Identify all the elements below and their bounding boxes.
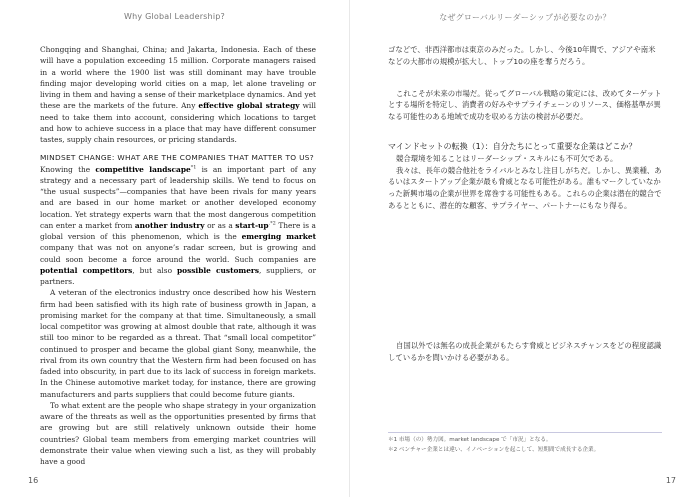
text-run: will need to take them into account, considering which locations to target and how to achieve success in a place that may have different consumer tastes, supply chain resources, or pricing standards. bbox=[40, 101, 316, 144]
running-head: なぜグローバルリーダーシップが必要なのか？ bbox=[439, 13, 611, 22]
paragraph-strategy-question: To what extent are the people who shape strategy in your organization aware of the threats as well as the opportunities presented by firms that are growing but are still relatively unknown outside their home countries? Global team members from emerging market countries will demonstrate their value when viewing such a list, as they will probably have a good bbox=[40, 400, 316, 466]
section-heading: MINDSET CHANGE: WHAT ARE THE COMPANIES THAT MATTER TO US? bbox=[40, 153, 314, 163]
section-heading: マインドセットの転換（1）：自分たちにとって重要な企業はどこか？ bbox=[388, 141, 637, 151]
text-run: is an important part of any strategy and a necessary part of leadership skills. We tend to focus on “the usual suspects”—companies that have been rivals for many years and are based in our home market or another developed economy location. Yet strategy experts warn that the most dangerous competition can enter a market from bbox=[40, 164, 317, 230]
right-page bbox=[350, 0, 700, 497]
text-run: company that was not on anyone’s radar screen, but is growing and could soon become a force around the world. Such companies are bbox=[40, 243, 316, 264]
page-number: 17 bbox=[665, 476, 676, 485]
japanese-text bbox=[388, 44, 662, 363]
key-term: effective global strategy bbox=[198, 101, 300, 111]
key-term: start-up bbox=[235, 220, 269, 230]
key-term: another industry bbox=[134, 220, 205, 230]
intro-paragraph: ゴなどで、非西洋都市は東京のみだった。しかし、今後10年間で、アジアや南米などの大都市の規模が拡大し、トップ10の座を奪うだろう。 bbox=[388, 45, 656, 66]
page-number: 16 bbox=[28, 476, 39, 485]
footnote-marker: .*2 bbox=[268, 220, 276, 227]
paragraph-awareness: 自国以外では無名の成長企業がもたらす脅威とビジネスチャンスをどの程度認識しているかを問いかける必要がある。 bbox=[388, 340, 662, 362]
english-text bbox=[40, 44, 316, 467]
intro-paragraph bbox=[40, 44, 316, 145]
text-run: or as a bbox=[204, 220, 236, 230]
paragraph-strategy: これこそが未来の市場だ。従ってグローバル戦略の策定には、改めてターゲットとする場所を特定し、消費者の好みやサプライチェーンのリソース、価格基準が異なる可能性のある地域で成功を収める方法の検討が必要だ。 bbox=[388, 88, 662, 122]
footnotes bbox=[388, 432, 662, 455]
text-run: There is a global version of this phenomenon, which is the bbox=[40, 220, 316, 241]
key-term: competitive landscape bbox=[95, 164, 191, 174]
left-page bbox=[0, 0, 349, 497]
paragraph-competitive-landscape bbox=[40, 164, 316, 288]
text-run: , but also bbox=[132, 265, 177, 275]
text-run: Knowing the bbox=[40, 164, 96, 174]
key-term: possible customers bbox=[176, 265, 259, 275]
text-run: Chongqing and Shanghai, China; and Jakarta, Indonesia. Each of these will have a population exceeding 15 million. Corporate managers raised in a world where the 1900 list was still dominant may have trouble finding major developing world cities on a map, let alone traveling or living in them and having a sense of their marketplace dynamics. And yet these are the markets of the future. Any bbox=[40, 45, 316, 111]
key-term: emerging market bbox=[241, 232, 316, 241]
running-head: Why Global Leadership? bbox=[124, 12, 225, 21]
paragraph-electronics-veteran: A veteran of the electronics industry once described how his Western firm had been satisfied with its high rate of business growth in Japan, a promising market for the company at that time. Simultaneously, a small local competitor was growing at almost double that rate, although it was still too minor to be regarded as a threat. That “small local competitor” continued to prosper and became the global giant Sony, meanwhile, the rival from its own country that the Western firm had been focused on has faded into obscurity, in part due to its lack of success in foreign markets. In the Chinese automotive market today, for instance, there are growing manufacturers and parts suppliers that could become future giants. bbox=[40, 288, 316, 399]
text-run: , suppliers, or partners. bbox=[40, 265, 317, 286]
paragraph-competitive-environment: 競合環境を知ることはリーダーシップ・スキルにも不可欠である。 bbox=[396, 153, 618, 163]
footnote-marker: *1 bbox=[190, 164, 197, 171]
footnote-2: ＊2 ベンチャー企業とは違い、イノベーションを起こして、短期間で成長する企業。 bbox=[388, 446, 600, 453]
footnote-1: ＊1 市場（の）勢力図。market landscape で「市況」となる。 bbox=[388, 437, 552, 443]
key-term: potential competitors bbox=[40, 265, 133, 275]
paragraph-rivals: 我々は、長年の競合他社をライバルとみなし注目しがちだ。しかし、異業種、あるいはスタートアップ企業が最も脅威となる可能性がある。誰もマークしていなかった新興市場の企業が世界を席巻する可能性もある。これらの企業は潜在的競合であるとともに、潜在的な顧客、サプライヤー、パートナーにもなり得る。 bbox=[388, 165, 662, 210]
